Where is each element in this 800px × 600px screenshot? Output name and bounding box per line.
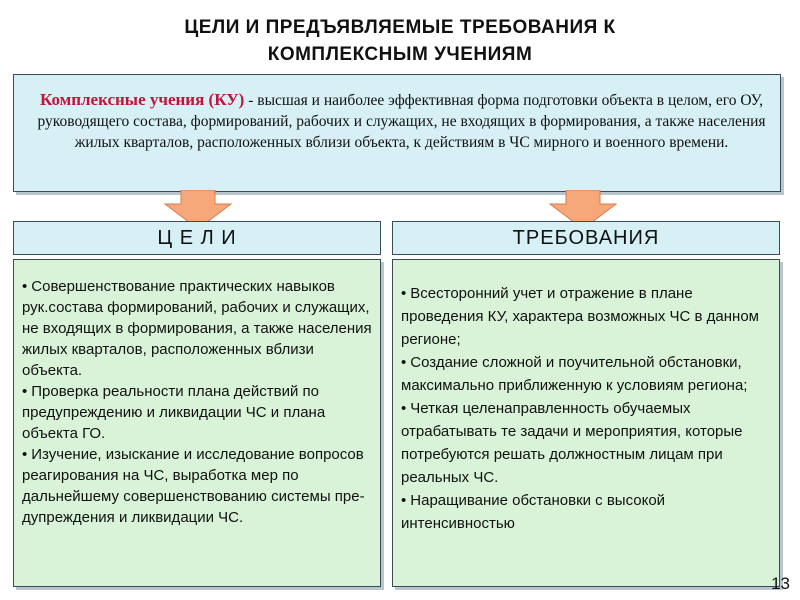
goals-header: Ц Е Л И [13,221,381,255]
goals-panel [13,259,381,587]
bullet-icon: • [401,354,407,371]
requirements-list [401,282,773,535]
list-item: • Проверка реальности плана действий по предупреждению и ликвидации ЧС и плана объекта ГО. [22,383,326,442]
bullet-icon: • [401,400,407,417]
requirements-panel [392,259,780,587]
bullet-icon: • [22,278,28,295]
goals-list [22,276,374,528]
requirements-header: ТРЕБОВАНИЯ [392,221,780,255]
definition-box [13,74,781,192]
list-item: • Совершенствование практических навыков рук.состава формирований, рабочих и служащих, не входящих в формирования, а также населения жилых кварталов, расположенных вблизи объекта. [22,278,372,379]
bullet-icon: • [22,383,28,400]
list-item: • Создание сложной и поучительной обстановки, максимально приближенную к условиям региона; [401,354,748,394]
list-item: • Наращивание обстановки с высокой интенсивностью [401,492,666,532]
list-item: • Четкая целенаправленность обучаемых отрабатывать те задачи и мероприятия, которые потребуются решать должностным лицам при реальных ЧС. [401,400,743,486]
slide-title [90,14,710,68]
list-item: • Изучение, изыскание и исследование вопросов реагирования на ЧС, выработка мер по дальнейшему совершенствованию системы пре-дупреждения и ликвидации ЧС. [22,446,365,526]
definition-text [34,89,769,153]
title-line-2: КОМПЛЕКСНЫМ УЧЕНИЯМ [267,44,533,65]
definition-term: Комплексные учения (КУ) [39,90,245,109]
list-item: • Всесторонний учет и отражение в плане проведения КУ, характера возможных ЧС в данном регионе; [401,285,759,348]
title-line-1: ЦЕЛИ И ПРЕДЪЯВЛЯЕМЫЕ ТРЕБОВАНИЯ К [184,17,616,38]
bullet-icon: • [22,446,28,463]
bullet-icon: • [401,492,407,509]
bullet-icon: • [401,285,407,302]
definition-body: - высшая и наиболее эффективная форма подготовки объекта в целом, его ОУ, руководящего состава, формирований, рабочих и служащих, не входящих в формирования, а также населения жилых кварталов, расположенных вблизи объекта, к действиям в ЧС мирного и военного времени. [37,92,766,151]
page-number: 13 [771,574,790,593]
